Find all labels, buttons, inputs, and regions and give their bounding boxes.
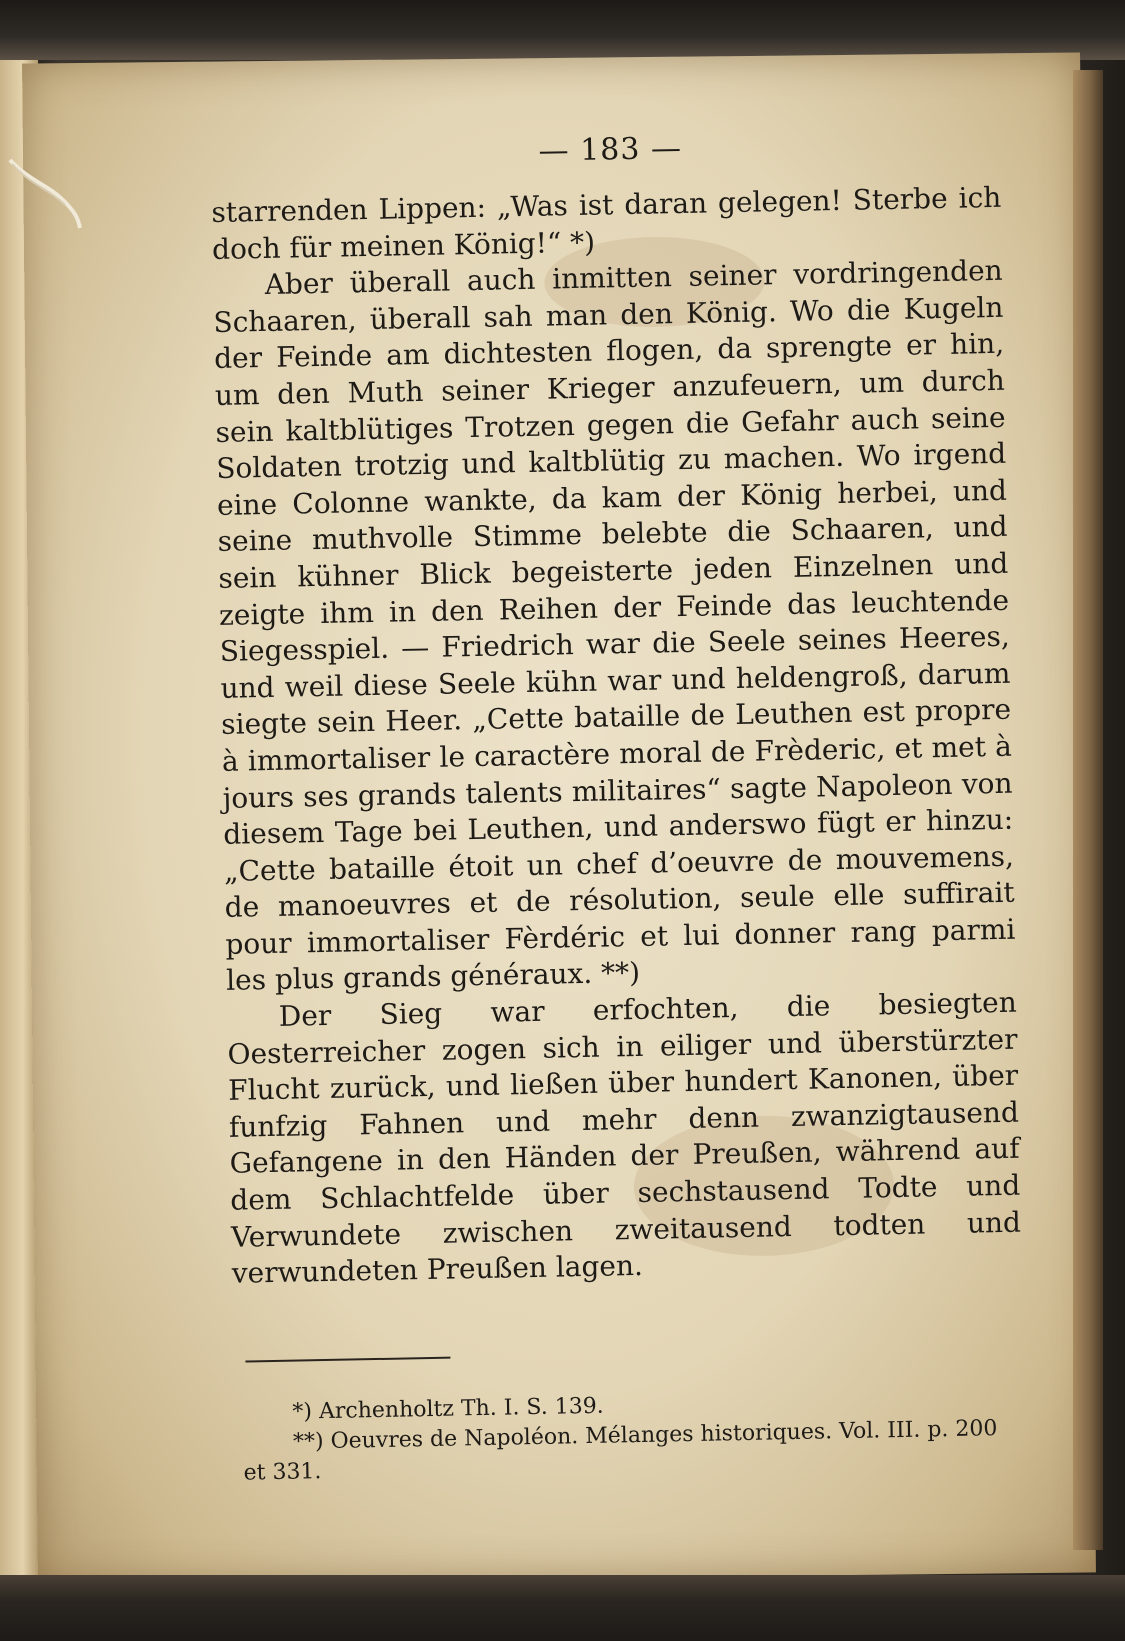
footnotes bbox=[242, 1383, 1026, 1488]
footnote-2: **) Oeuvres de Napoléon. Mélanges historiques. Vol. III. p. 200 et 331. bbox=[243, 1415, 998, 1486]
page-stack-edge bbox=[1073, 70, 1103, 1550]
page-text-block bbox=[210, 125, 1026, 1489]
top-binding-edge bbox=[0, 0, 1125, 60]
paragraph-2: Aber überall auch inmitten seiner vordringenden Schaaren, überall sah man den König. Wo die Kugeln der Feinde am dichtesten flogen, da sprengte er hin, um den Muth seiner Krieger anzufeuern, um durch sein kaltblütiges Trotzen gegen die Gefahr auch seine Soldaten trotzig und kaltblütig zu machen. Wo irgend eine Colonne wankte, da kam der König herbei, und seine muthvolle Stimme belebte die Schaaren, und sein kühner Blick begeisterte jeden Einzelnen und zeigte ihm in den Reihen der Feinde das leuchtende Siegesspiel. — Friedrich war die Seele seines Heeres, und weil diese Seele kühn war und heldengroß, darum siegte sein Heer. „Cette bataille de Leuthen est propre à immortaliser le caractère moral de Frèderic, et met à jours ses grands talents militaires“ sagte Napoleon von diesem Tage bei Leuthen, und anderswo fügt er hinzu: „Cette bataille étoit un chef d’oeuvre de mouvemens, de manoeuvres et de résolution, seule elle suffirait pour immortaliser Fèrdéric et lui donner rang parmi les plus grands généraux. **) bbox=[213, 253, 1016, 998]
paragraph-3: Der Sieg war erfochten, die besiegten Oesterreicher zogen sich in eiliger und überstürzter Flucht zurück, und ließen über hundert Kanonen, über funfzig Fahnen und mehr denn zwanzigtausend Gefangene in den Händen der Preußen, während auf dem Schlachtfelde über sechstausend Todte und Verwundete zwischen zweitausend todten und verwundeten Preußen lagen. bbox=[227, 985, 1022, 1291]
footnote-divider bbox=[245, 1356, 450, 1362]
binding-thread-icon bbox=[8, 150, 83, 230]
page-number: — 183 — bbox=[538, 130, 683, 169]
bottom-binding-edge bbox=[0, 1575, 1125, 1641]
body-text bbox=[211, 180, 1022, 1293]
footnote-1: *) Archenholtz Th. I. S. 139. bbox=[292, 1393, 604, 1425]
paragraph-1: starrenden Lippen: „Was ist daran gelegen! Sterbe ich doch für meinen König!“ *) bbox=[211, 180, 1002, 266]
